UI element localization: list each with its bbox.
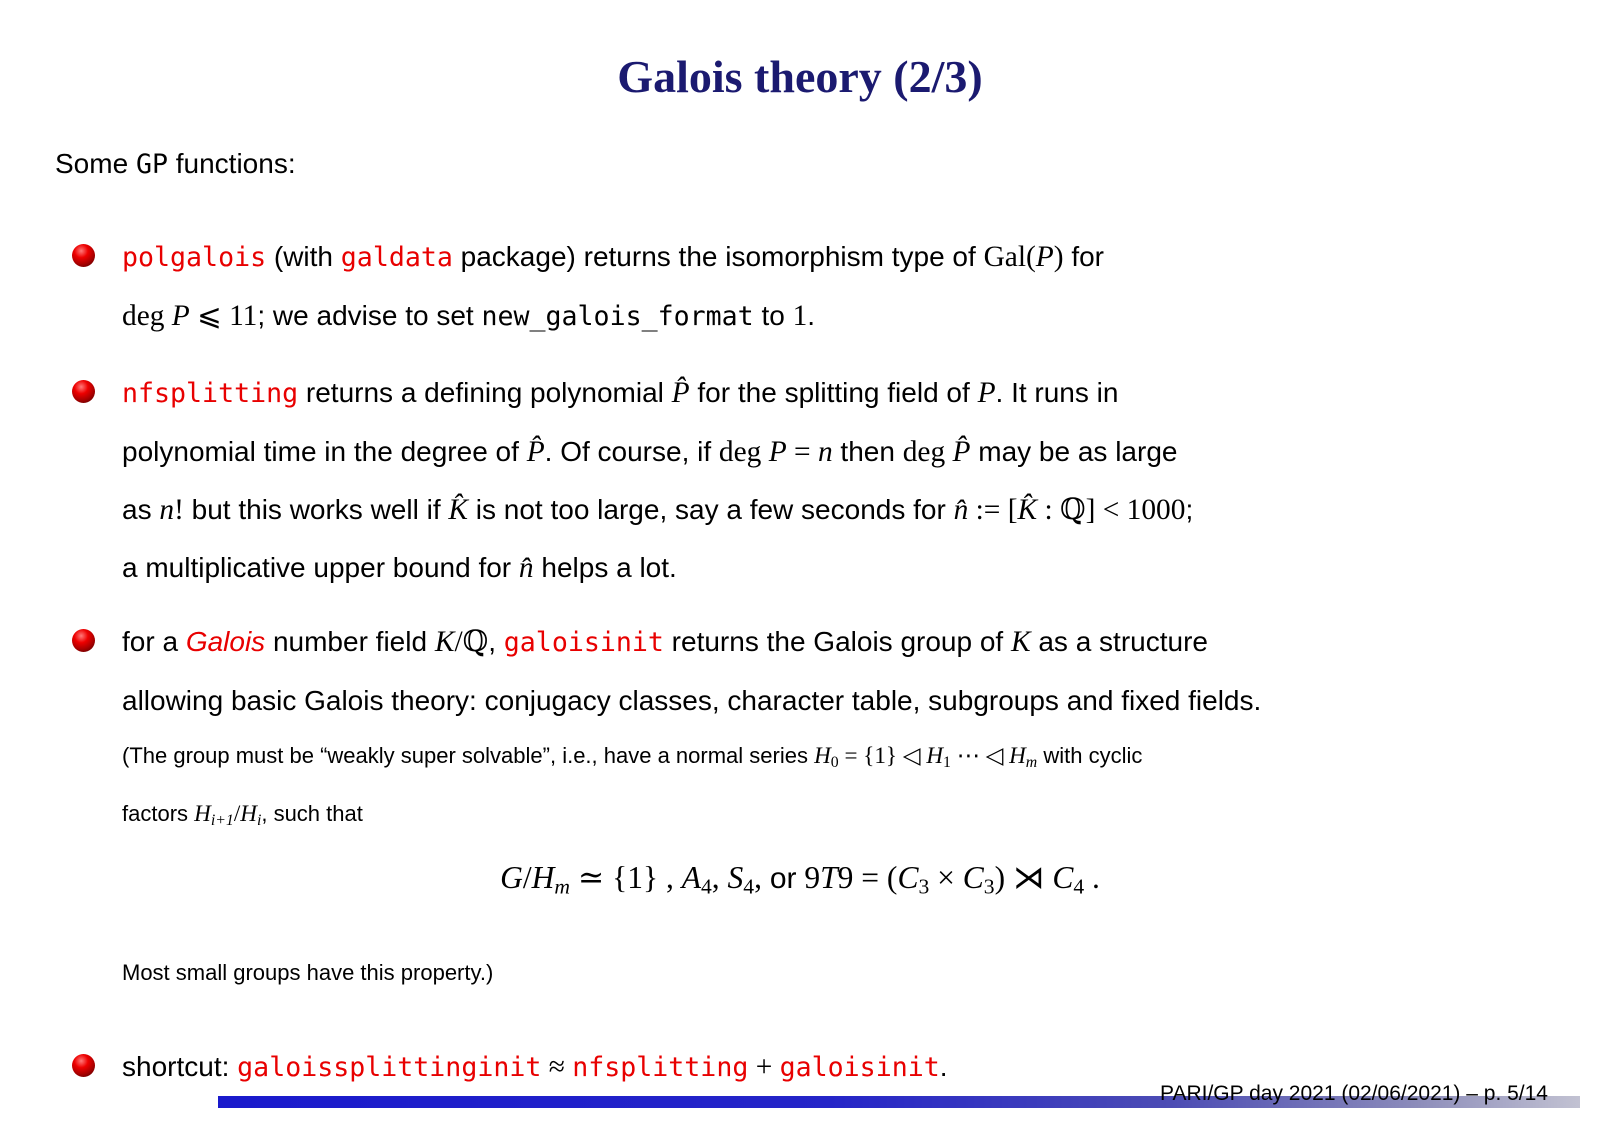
text-segment: galoissplittinginit bbox=[237, 1052, 542, 1084]
text-segment: = bbox=[786, 436, 818, 468]
text-segment: deg bbox=[902, 436, 953, 468]
text-segment: is not too large, say a few seconds for bbox=[468, 494, 954, 525]
text-segment: = {1} ◁ bbox=[838, 742, 927, 768]
bullet-item-galoisinit bbox=[122, 613, 1560, 998]
text-segment: ; we advise to set bbox=[257, 300, 482, 331]
text-segment: . bbox=[939, 1051, 948, 1083]
text-segment: i bbox=[256, 811, 262, 829]
text-segment: as a structure bbox=[1030, 626, 1208, 657]
text-segment: galoisinit bbox=[503, 627, 664, 658]
text-segment: m bbox=[1025, 753, 1038, 771]
text-segment: T bbox=[820, 859, 838, 895]
slide-content bbox=[0, 147, 1600, 1097]
bullet-item-polgalois bbox=[122, 228, 1560, 346]
text-segment: or bbox=[769, 861, 797, 895]
bullet-line bbox=[122, 228, 1560, 287]
text-segment: n̂ bbox=[953, 494, 969, 526]
text-segment: 3 bbox=[918, 874, 930, 899]
text-segment: C bbox=[897, 859, 919, 895]
text-segment: ; bbox=[1185, 494, 1194, 525]
text-segment: nfsplitting bbox=[122, 378, 299, 409]
text-segment: C bbox=[962, 859, 984, 895]
text-segment: polgalois bbox=[122, 242, 267, 273]
text-segment: GP bbox=[135, 149, 168, 180]
bullet-line bbox=[122, 613, 1560, 672]
text-segment: galoisinit bbox=[779, 1052, 940, 1084]
text-segment: S bbox=[727, 859, 744, 895]
text-segment: returns a defining polynomial bbox=[298, 377, 672, 408]
bullet-line bbox=[122, 672, 1560, 730]
bullet-item-nfsplitting bbox=[122, 364, 1560, 597]
text-segment: deg bbox=[718, 436, 769, 468]
text-segment: functions: bbox=[167, 148, 296, 179]
parenthetical-note-line bbox=[122, 730, 1560, 788]
text-segment: to bbox=[753, 300, 793, 331]
bullet-line bbox=[122, 364, 1560, 423]
text-segment: P̂ bbox=[526, 436, 545, 468]
text-segment: 0 bbox=[830, 753, 839, 771]
text-segment: . bbox=[1084, 859, 1100, 895]
text-segment: 9 = ( bbox=[837, 859, 898, 895]
text-segment: := [ bbox=[968, 494, 1018, 526]
text-segment: , bbox=[754, 859, 770, 895]
text-segment: ⋯ ◁ bbox=[950, 742, 1010, 768]
text-segment: ) bbox=[1053, 241, 1064, 273]
text-segment: factors bbox=[122, 800, 195, 826]
text-segment: with cyclic bbox=[1037, 743, 1143, 768]
text-segment: : ℚ] < 1000 bbox=[1037, 494, 1186, 526]
text-segment: 3 bbox=[983, 874, 995, 899]
text-segment: returns the Galois group of bbox=[663, 626, 1011, 657]
text-segment: new_galois_format bbox=[481, 301, 754, 332]
text-segment: . bbox=[807, 300, 816, 331]
text-segment: helps a lot. bbox=[533, 552, 677, 583]
text-segment: n bbox=[817, 436, 833, 468]
text-segment: H bbox=[531, 859, 555, 895]
bullet-line bbox=[122, 481, 1560, 539]
text-segment: a multiplicative upper bound for bbox=[122, 552, 519, 583]
text-segment: C bbox=[1052, 859, 1074, 895]
text-segment: K̂ bbox=[448, 494, 468, 526]
text-segment: /ℚ bbox=[454, 626, 489, 658]
text-segment: H bbox=[926, 742, 943, 768]
bullet-line bbox=[122, 423, 1560, 481]
text-segment: 4 bbox=[743, 874, 755, 899]
red-sphere-bullet-icon bbox=[72, 244, 95, 267]
text-segment: package) returns the isomorphism type of bbox=[452, 241, 984, 272]
text-segment: 1 bbox=[792, 300, 808, 332]
text-segment: . Of course, if bbox=[544, 436, 719, 467]
text-segment: m bbox=[554, 874, 570, 899]
text-segment: , bbox=[488, 626, 504, 657]
bullet-line bbox=[122, 287, 1560, 346]
text-segment: Galois bbox=[185, 626, 266, 657]
text-segment: P bbox=[171, 300, 190, 332]
intro-text bbox=[55, 147, 1560, 182]
text-segment: 4 bbox=[1073, 874, 1085, 899]
text-segment: H bbox=[240, 799, 257, 826]
text-segment: H bbox=[814, 742, 831, 768]
text-segment: then bbox=[832, 436, 903, 467]
text-segment: P̂ bbox=[671, 377, 690, 409]
text-segment: 9 bbox=[796, 859, 821, 895]
text-segment: H bbox=[194, 799, 211, 826]
text-segment: nfsplitting bbox=[572, 1052, 749, 1084]
text-segment: 4 bbox=[700, 874, 712, 899]
text-segment: × bbox=[929, 859, 963, 895]
text-segment: may be as large bbox=[970, 436, 1178, 467]
text-segment: ! bbox=[174, 494, 184, 526]
display-equation bbox=[0, 854, 1600, 910]
text-segment: P̂ bbox=[952, 436, 971, 468]
text-segment: deg bbox=[122, 300, 172, 332]
text-segment: Gal( bbox=[983, 241, 1036, 273]
text-segment: / bbox=[233, 799, 241, 826]
text-segment: G bbox=[500, 859, 523, 895]
bullet-line bbox=[122, 539, 1560, 597]
text-segment: 1 bbox=[943, 753, 951, 771]
text-segment: for the splitting field of bbox=[689, 377, 978, 408]
red-sphere-bullet-icon bbox=[72, 1054, 95, 1077]
text-segment: ) ⋊ bbox=[994, 859, 1053, 895]
text-segment: P bbox=[977, 377, 996, 409]
text-segment: , such that bbox=[261, 800, 363, 826]
page-title: Galois theory (2/3) bbox=[617, 51, 983, 102]
text-segment: i+1 bbox=[210, 811, 234, 829]
text-segment: Some bbox=[55, 148, 136, 179]
text-segment: n̂ bbox=[518, 552, 534, 584]
text-segment: ≃ {1} , bbox=[569, 859, 682, 895]
text-segment: + bbox=[748, 1051, 780, 1084]
text-segment: K bbox=[1010, 626, 1031, 658]
text-segment: n bbox=[159, 494, 175, 526]
text-segment: (The group must be “weakly super solvable”, i.e., have a normal series bbox=[122, 743, 815, 768]
text-segment: allowing basic Galois theory: conjugacy classes, character table, subgroups and fixed fields. bbox=[122, 685, 1262, 716]
text-segment: (with bbox=[266, 241, 341, 272]
text-segment: / bbox=[522, 859, 532, 895]
text-segment: number field bbox=[265, 626, 435, 657]
text-segment: ≈ bbox=[541, 1051, 573, 1084]
text-segment: H bbox=[1009, 742, 1026, 768]
text-segment: , bbox=[711, 859, 728, 895]
text-segment: A bbox=[681, 859, 701, 895]
text-segment: K̂ bbox=[1017, 494, 1038, 526]
text-segment: P bbox=[768, 436, 787, 468]
text-segment: shortcut: bbox=[122, 1051, 238, 1083]
text-segment: ⩽ 11 bbox=[189, 300, 258, 332]
red-sphere-bullet-icon bbox=[72, 380, 95, 403]
footer-page-info: PARI/GP day 2021 (02/06/2021) – p. 5/14 bbox=[1160, 1082, 1548, 1105]
text-segment: for a bbox=[122, 626, 186, 657]
text-segment: for bbox=[1063, 241, 1105, 272]
text-segment: . It runs in bbox=[995, 377, 1119, 408]
text-segment: P bbox=[1035, 241, 1054, 273]
text-segment: as bbox=[122, 494, 160, 525]
text-segment: polynomial time in the degree of bbox=[122, 436, 527, 467]
parenthetical-note-line bbox=[122, 788, 1560, 846]
red-sphere-bullet-icon bbox=[72, 629, 95, 652]
text-segment: K bbox=[434, 626, 455, 658]
text-segment: but this works well if bbox=[183, 494, 449, 525]
text-segment: Most small groups have this property.) bbox=[122, 960, 494, 986]
text-segment: galdata bbox=[340, 242, 453, 273]
parenthetical-note-line bbox=[122, 948, 1560, 998]
